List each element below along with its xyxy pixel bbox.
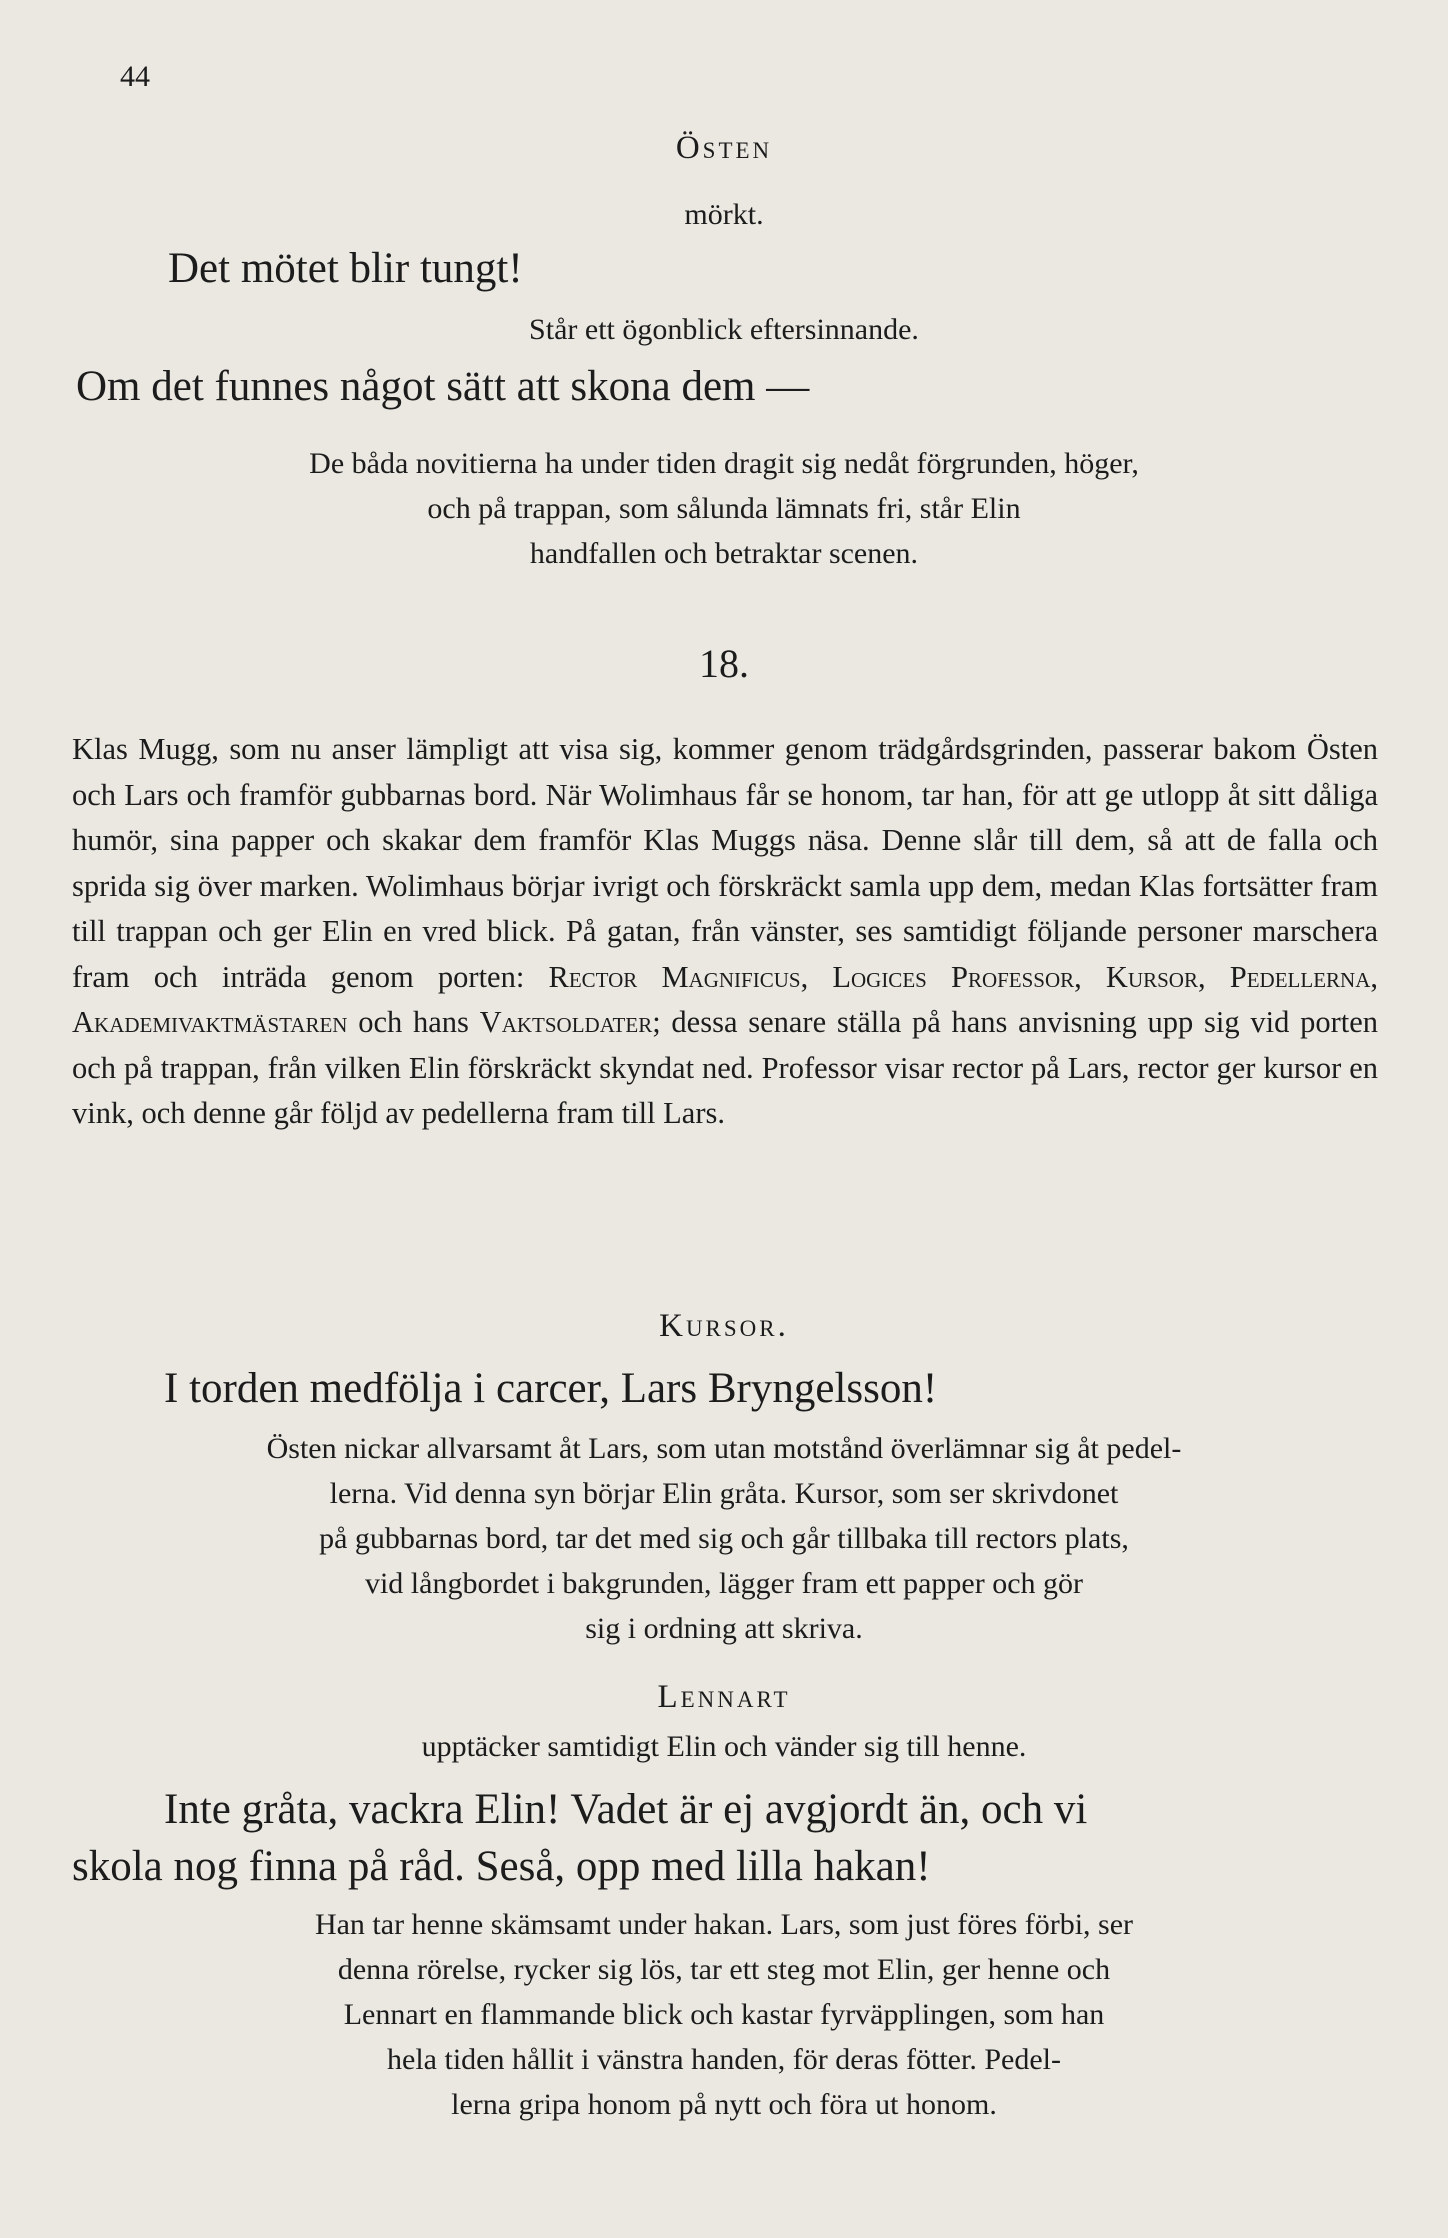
stage-direction-morkt: mörkt. (684, 198, 764, 231)
speaker-osten: Östen (675, 130, 773, 166)
speaker-kursor: Kursor. (659, 1308, 789, 1344)
dialogue-line: I torden medfölja i carcer, Lars Bryngelsson! (164, 1365, 938, 1412)
stage-direction-line: Lennart en flammande blick och kastar fyrväpplingen, som han (343, 1998, 1105, 2031)
character-names: Vaktsoldater (479, 1005, 653, 1039)
stage-direction-line: vid långbordet i bakgrunden, lägger fram ett papper och gör (364, 1567, 1084, 1600)
stage-direction: Står ett ögonblick eftersinnande. (529, 313, 919, 346)
stage-direction-line: handfallen och betraktar scenen. (529, 537, 919, 570)
character-names: Rector Magnificus, Logices Professor, Kursor, Pedellerna, Akademivaktmästaren (72, 959, 1378, 1039)
stage-direction: upptäcker samtidigt Elin och vänder sig till henne. (421, 1730, 1027, 1763)
stage-direction-line: Östen nickar allvarsamt åt Lars, som utan motstånd överlämnar sig åt pedel- (266, 1432, 1182, 1465)
stage-direction-line: sig i ordning att skriva. (585, 1612, 863, 1645)
stage-direction-line: De båda novitierna ha under tiden dragit sig nedåt förgrunden, höger, (309, 447, 1139, 480)
paragraph-text: ; dessa senare ställa på hans anvisning upp sig vid porten och på trappan, från vilken Elin förskräckt skyndat ned. Professor visar rector på Lars, rector ger kursor en vink, och denne går följd av pedellerna fram till Lars. (72, 1005, 1379, 1130)
stage-direction-line: hela tiden hållit i vänstra handen, för deras fötter. Pedel- (387, 2043, 1061, 2076)
dialogue-line: Det mötet blir tungt! (168, 245, 523, 292)
stage-direction-line: denna rörelse, rycker sig lös, tar ett steg mot Elin, ger henne och (337, 1953, 1111, 1986)
dialogue-line: skola nog finna på råd. Seså, opp med lilla hakan! (72, 1843, 931, 1890)
dialogue-line: Inte gråta, vackra Elin! Vadet är ej avgjordt än, och vi (164, 1786, 1088, 1833)
speaker-lennart: Lennart (657, 1679, 791, 1715)
dialogue-line: Om det funnes något sätt att skona dem — (76, 363, 810, 410)
page-number: 44 (120, 60, 150, 93)
paragraph-text: och hans (358, 1005, 469, 1039)
paragraph-text: Klas Mugg, som nu anser lämpligt att visa sig, kommer genom trädgårdsgrinden, passerar bakom Östen och Lars och framför gubbarnas bord. När Wolimhaus får se honom, tar han, för att ge utlopp åt sitt dåliga humör, sina papper och skakar dem framför Klas Muggs näsa. Denne slår till dem, så att de falla och sprida sig över marken. Wolimhaus börjar ivrigt och förskräckt samla upp dem, medan Klas fortsätter fram till trappan och ger Elin en vred blick. På gatan, från vänster, ses samtidigt följande personer marschera fram och inträda genom porten: (72, 732, 1378, 994)
stage-direction-line: Han tar henne skämsamt under hakan. Lars, som just föres förbi, ser (314, 1908, 1134, 1941)
stage-direction-line: på gubbarnas bord, tar det med sig och går tillbaka till rectors plats, (319, 1522, 1129, 1555)
stage-direction-line: lerna. Vid denna syn börjar Elin gråta. Kursor, som ser skrivdonet (329, 1477, 1119, 1510)
stage-direction-line: och på trappan, som sålunda lämnats fri, står Elin (427, 492, 1021, 525)
stage-direction-line: lerna gripa honom på nytt och föra ut honom. (451, 2088, 997, 2121)
section-number: 18. (699, 641, 749, 686)
stage-paragraph (72, 727, 1378, 1137)
